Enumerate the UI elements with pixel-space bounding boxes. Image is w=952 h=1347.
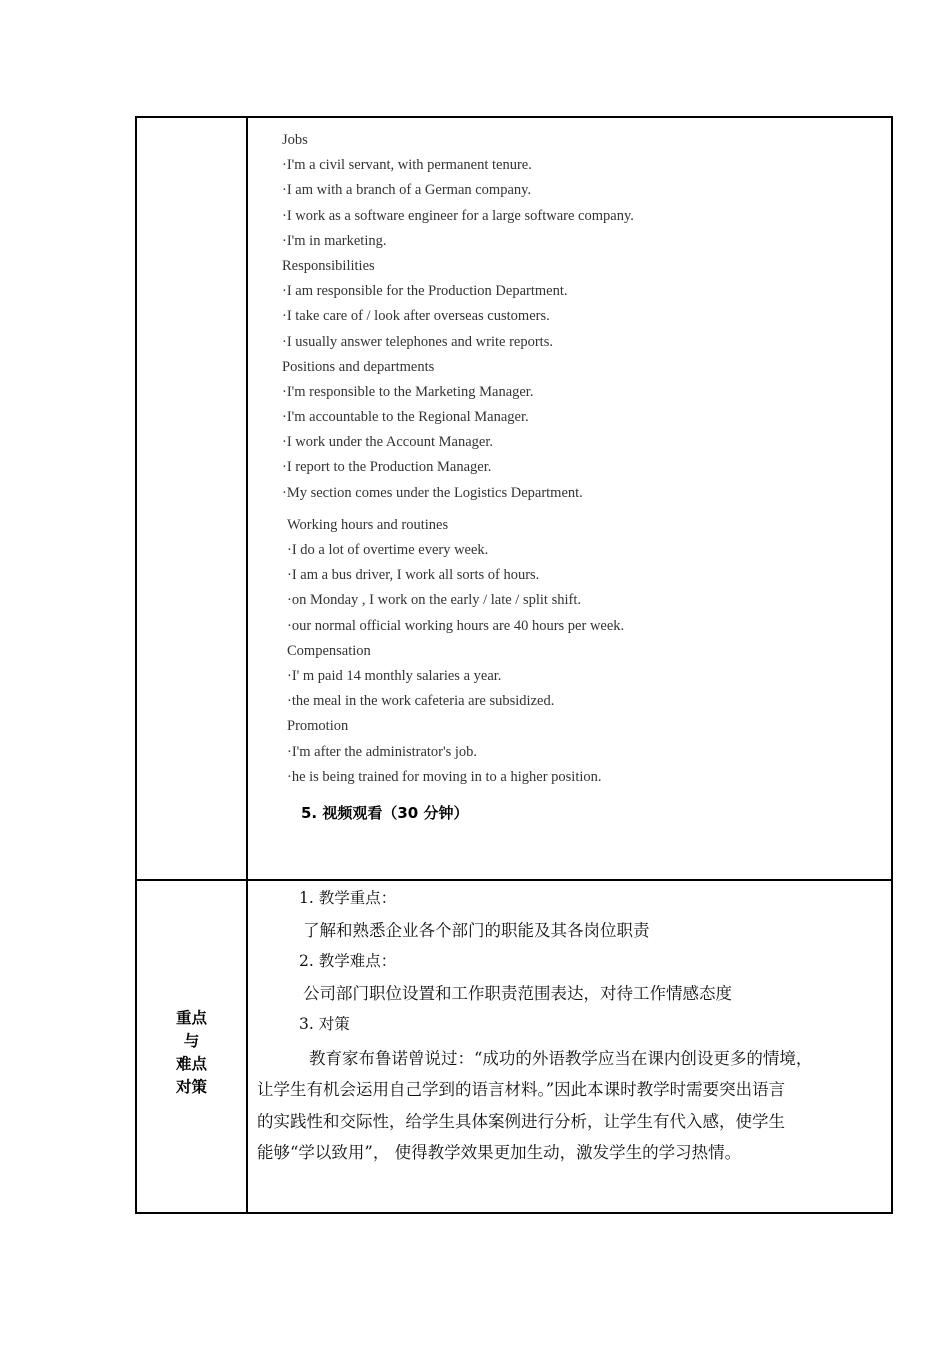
scanned-phrase-list [282,128,752,790]
phrase-line: ·I work under the Account Manager. [282,434,493,451]
row-divider [137,879,891,881]
teaching-difficulty-title: 2. 教学难点： [299,952,397,970]
section-label-line: 对策 [175,1077,207,1096]
phrase-line: ·I am with a branch of a German company. [282,182,532,199]
video-step-heading: 5. 视频观看（30 分钟） [301,804,469,822]
strategy-line: 教育家布鲁诺曾说过：“成功的外语教学应当在课内创设更多的情境， [309,1048,813,1068]
column-divider [246,118,248,1212]
phrase-line: ·I'm after the administrator's job. [287,743,478,760]
lesson-plan-table [135,116,893,1214]
phrase-line: ·our normal official working hours are 40 hours per week. [287,617,625,634]
phrase-line: ·I'm accountable to the Regional Manager. [282,409,529,426]
strategy-paragraph [257,1043,885,1169]
section-label-cell [137,881,246,1214]
phrase-heading: Responsibilities [282,257,375,274]
phrase-line: ·I do a lot of overtime every week. [287,542,489,558]
phrase-line: ·I'm responsible to the Marketing Manager. [282,383,534,400]
section-label-line: 重点 [175,1008,207,1027]
strategy-line: 让学生有机会运用自己学到的语言材料。”因此本课时教学时需要突出语言 [257,1080,786,1099]
strategy-title: 3. 对策 [299,1015,350,1033]
strategy-line: 的实践性和交际性，给学生具体案例进行分析，让学生有代入感，使学生 [257,1111,785,1131]
teaching-focus-title: 1. 教学重点： [299,889,397,907]
phrase-line: ·I usually answer telephones and write reports. [282,333,553,350]
phrase-line: ·I am responsible for the Production Department. [282,283,568,300]
phrase-line: ·I'm in marketing. [282,232,387,249]
phrase-line: ·I am a bus driver, I work all sorts of hours. [287,567,540,584]
phrase-line: ·I report to the Production Manager. [282,459,492,476]
phrase-line: ·on Monday , I work on the early / late / split shift. [287,592,581,609]
phrase-line: ·the meal in the work cafeteria are subsidized. [287,693,555,710]
strategy-line: 能够“学以致用”， 使得教学效果更加生动，激发学生的学习热情。 [257,1143,742,1162]
phrase-heading: Promotion [287,718,349,735]
teaching-focus-text: 了解和熟悉企业各个部门的职能及其各岗位职责 [303,920,650,940]
phrase-line: ·he is being trained for moving in to a higher position. [287,768,602,785]
key-points-content [257,883,885,1169]
phrase-line: ·I' m paid 14 monthly salaries a year. [287,667,502,684]
phrase-heading: Compensation [287,642,371,659]
teaching-difficulty-text: 公司部门职位设置和工作职责范围表达，对待工作情感态度 [303,983,732,1003]
phrase-heading: Jobs [282,132,308,148]
phrase-line: ·I'm a civil servant, with permanent tenure. [282,157,532,174]
section-label-line: 难点 [175,1054,207,1073]
phrase-heading: Working hours and routines [287,516,449,533]
section-label-line: 与 [183,1031,200,1050]
phrase-line: ·I take care of / look after overseas customers. [282,308,550,325]
phrase-line: ·I work as a software engineer for a large software company. [282,207,634,224]
phrase-line: ·My section comes under the Logistics Department. [282,484,583,501]
phrase-heading: Positions and departments [282,358,435,375]
